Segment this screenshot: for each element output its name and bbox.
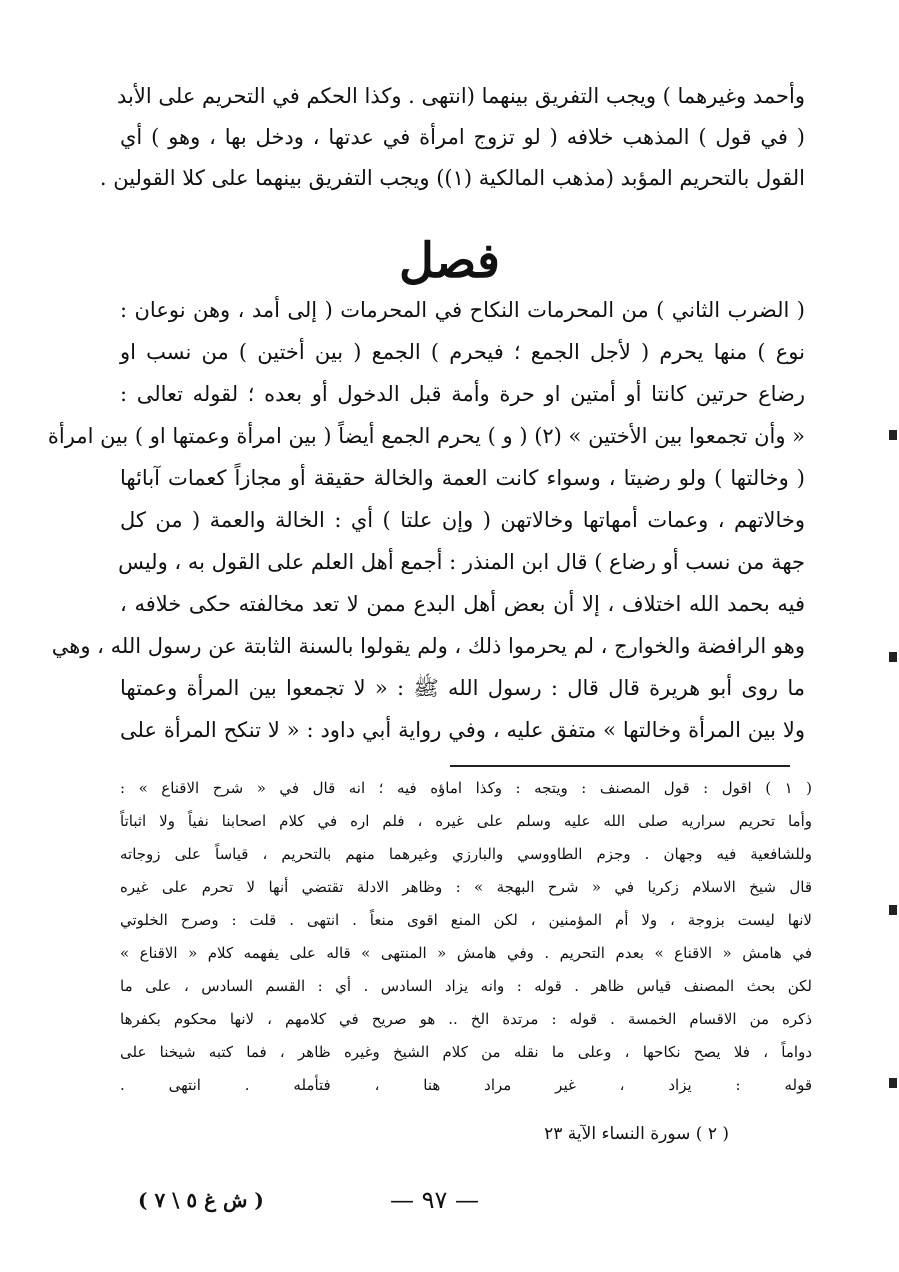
body-line: وأحمد وغيرهما ) ويجب التفريق بينهما (انتهى . وكذا الحكم في التحريم على الأبد: [117, 84, 805, 108]
scan-mark: [889, 1078, 897, 1088]
signature-mark: ( ش غ ٥ \ ٧ ): [138, 1188, 264, 1212]
section-line: نوع ) منها يحرم ( لأجل الجمع ؛ فيحرم ) الجمع ( بين أختين ) من نسب او: [120, 340, 805, 364]
footnote-line: ( ١ ) اقول : قول المصنف : ويتجه : وكذا اماؤه فيه ؛ انه قال في « شرح الاقناع » :: [120, 779, 813, 797]
footnote-separator: [450, 765, 790, 767]
footnote-line: قال شيخ الاسلام زكريا في « شرح البهجة » : وظاهر الادلة تقتضي أنها لا تحرم على غيره: [120, 878, 812, 896]
section-line: « وأن تجمعوا بين الأختين » (٢) ( و ) يحرم الجمع أيضاً ( بين امرأة وعمتها او ) بين امرأة: [47, 424, 805, 448]
section-line: فيه بحمد الله اختلاف ، إلا أن بعض أهل البدع ممن لا تعد مخالفته حكى خلافه ،: [120, 592, 805, 616]
scan-mark: [889, 905, 897, 915]
section-line: ( وخالتها ) ولو رضيتا ، وسواء كانت العمة والخالة حقيقة أو مجازاً كعمات آبائها: [120, 466, 805, 490]
footnote-line: لكن بحث المصنف قياس ظاهر . قوله : وانه يزاد السادس . أي : القسم السادس ، على ما: [120, 977, 812, 995]
body-line: ( في قول ) المذهب خلافه ( لو تزوج امرأة في عدتها ، ودخل بها ، وهو ) أي: [120, 125, 805, 149]
scan-mark: [889, 652, 897, 662]
section-line: ولا بين المرأة وخالتها » متفق عليه ، وفي رواية أبي داود : « لا تنكح المرأة على: [120, 718, 805, 742]
footnote-line: لانها ليست بزوجة ، ولا أم المؤمنين ، لكن المنع اقوى منعاً . انتهى . قلت : وصرح الخلوتي: [120, 911, 812, 929]
footnote-line: في هامش « الاقناع » بعدم التحريم . وفي هامش « المنتهى » قاله على يفهمه كلام « الاقناع »: [120, 944, 812, 962]
page-number: — ٩٧ —: [390, 1186, 480, 1214]
section-line: ما روى أبو هريرة قال قال : رسول الله ﷺ : « لا تجمعوا بين المرأة وعمتها: [120, 676, 805, 700]
footnote-line: ذكره من الاقسام الخمسة . قوله : مرتدة الخ .. هو صريح في كلامهم ، لانها محكوم بكفرها: [120, 1010, 812, 1028]
scan-mark: [889, 430, 897, 440]
footnote-line: وللشافعية فيه وجهان . وجزم الطاووسي والبارزي وغيرهما منهم بالتحريم ، قياساً على زوجاته: [120, 845, 812, 863]
footnote-line: وأما تحريم سراريه صلى الله عليه وسلم على غيره ، فلم اره في كلام اصحابنا نفياً ولا اثباتاً: [120, 812, 812, 830]
footnote-2: ( ٢ ) سورة النساء الآية ٢٣: [544, 1124, 729, 1144]
body-line: القول بالتحريم المؤبد (مذهب المالكية (١)) ويجب التفريق بينهما على كلا القولين .: [99, 166, 805, 190]
footnote-line: دواماً ، فلا يصح نكاحها ، وعلى ما نقله من كلام الشيخ وغيره ظاهر ، فما كتبه شيخنا على: [120, 1043, 812, 1061]
section-line: ( الضرب الثاني ) من المحرمات النكاح في المحرمات ( إلى أمد ، وهن نوعان :: [120, 298, 805, 322]
section-heading: فصل: [399, 233, 500, 289]
section-line: جهة من نسب أو رضاع ) قال ابن المنذر : أجمع أهل العلم على القول به ، وليس: [118, 550, 805, 574]
section-line: وهو الرافضة والخوارج ، لم يحرموا ذلك ، ولم يقولوا بالسنة الثابتة عن رسول الله ، وهي: [51, 634, 805, 658]
section-line: رضاع حرتين كانتا أو أمتين او حرة وأمة قبل الدخول أو بعده ؛ لقوله تعالى :: [120, 382, 805, 406]
footnote-line: قوله : يزاد ، غير مراد هنا ، فتأمله . انتهى .: [120, 1076, 812, 1094]
section-line: وخالاتهم ، وعمات أمهاتها وخالاتهن ( وإن علتا ) أي : الخالة والعمة ( من كل: [120, 508, 805, 532]
